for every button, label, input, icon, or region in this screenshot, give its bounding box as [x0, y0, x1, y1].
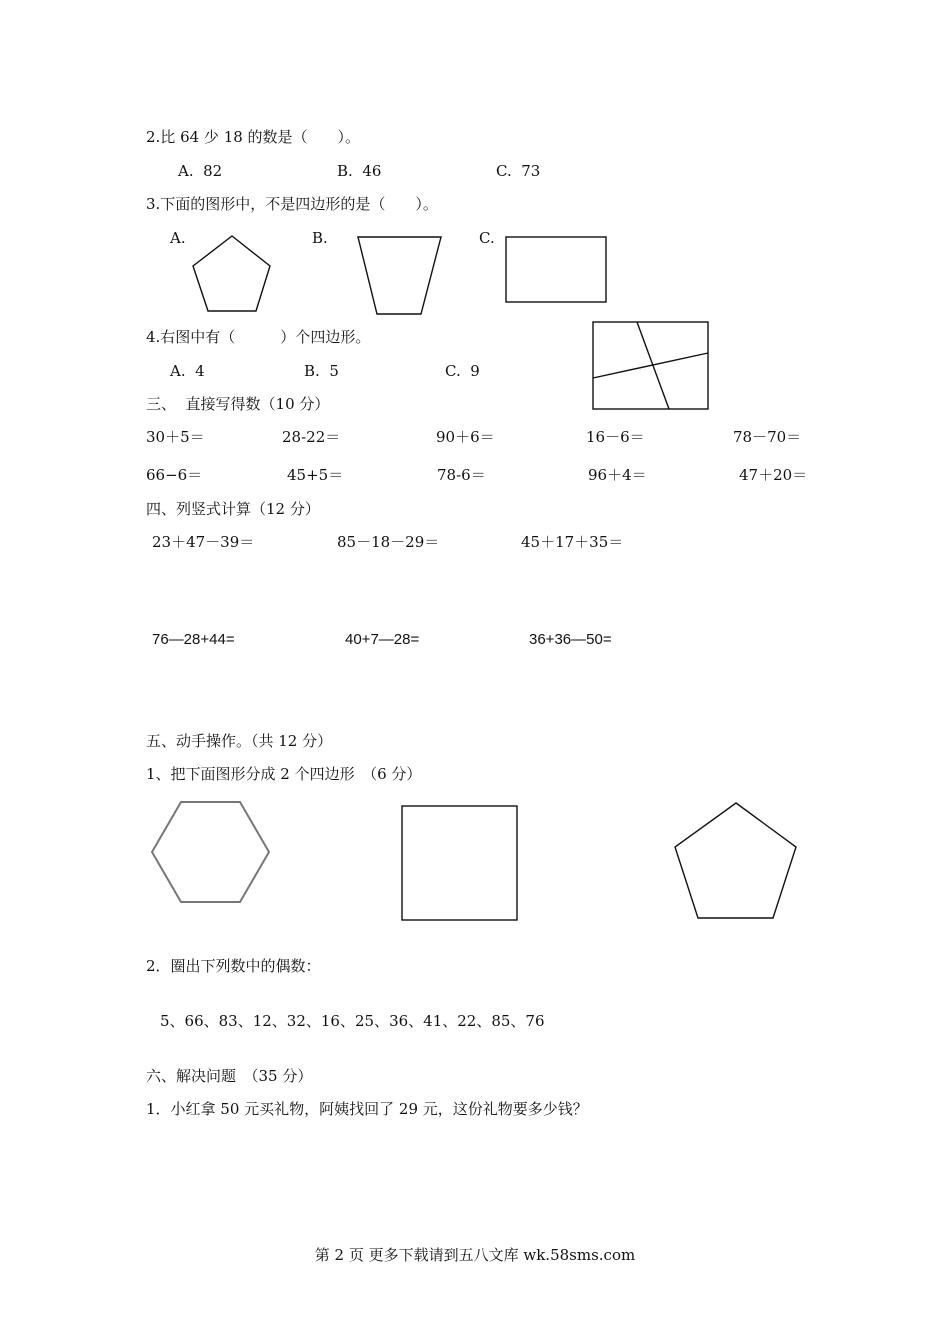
- question-2-option-a: A. 82: [178, 162, 223, 180]
- question-2-option-c: C. 73: [496, 162, 541, 180]
- even-number-list: 5、66、83、12、32、16、25、36、41、22、85、76: [160, 1012, 545, 1030]
- section-3-title: 三、 直接写得数（10 分）: [146, 395, 330, 413]
- section-6-title: 六、解决问题 （35 分）: [146, 1067, 313, 1085]
- question-4-option-a: A. 4: [170, 362, 205, 380]
- section-6-question-1: 1．小红拿 50 元买礼物，阿姨找回了 29 元，这份礼物要多少钱？: [146, 1100, 588, 1118]
- calc-item: 96＋4＝: [588, 466, 647, 484]
- vertical-calc-item: 85－18－29＝: [337, 533, 440, 551]
- section-5-question-2: 2．圈出下列数中的偶数：: [146, 957, 321, 975]
- calc-item: 66−6＝: [146, 466, 203, 484]
- question-4-stem: 4.右图中有（ ）个四边形。: [146, 328, 371, 346]
- question-3-label-a: A.: [170, 229, 186, 247]
- calc-item: 28-22＝: [282, 428, 341, 446]
- question-2-stem: 2.比 64 少 18 的数是（ ）。: [146, 128, 361, 146]
- calc-item: 45+5＝: [287, 466, 344, 484]
- square-shape: [402, 806, 517, 920]
- question-3-label-c: C.: [479, 229, 495, 247]
- calc-item: 78-6＝: [437, 466, 486, 484]
- question-3-stem: 3.下面的图形中，不是四边形的是（ ）。: [146, 195, 438, 213]
- question-3-label-b: B.: [312, 229, 328, 247]
- question-4-option-c: C. 9: [445, 362, 480, 380]
- calc-item: 47＋20＝: [739, 466, 808, 484]
- pentagon-shape: [675, 803, 796, 918]
- section-4-title: 四、列竖式计算（12 分）: [146, 500, 320, 518]
- section-5-question-1: 1、把下面图形分成 2 个四边形 （6 分）: [146, 765, 422, 783]
- hexagon-shape: [152, 802, 269, 902]
- page-footer: 第 2 页 更多下载请到五八文库 wk.58sms.com: [314, 1246, 636, 1264]
- question-4-option-b: B. 5: [304, 362, 339, 380]
- question-2-option-b: B. 46: [337, 162, 382, 180]
- calc-item: 90＋6＝: [436, 428, 495, 446]
- vertical-calc-item: 45＋17＋35＝: [521, 533, 624, 551]
- vertical-calc-item: 23＋47－39＝: [152, 533, 255, 551]
- vertical-calc-item: 36+36—50=: [529, 631, 612, 648]
- calc-item: 16－6＝: [586, 428, 645, 446]
- calc-item: 78－70＝: [733, 428, 802, 446]
- section-5-title: 五、动手操作。（共 12 分）: [146, 732, 333, 750]
- calc-item: 30＋5＝: [146, 428, 205, 446]
- vertical-calc-item: 40+7—28=: [345, 631, 420, 648]
- vertical-calc-item: 76—28+44=: [152, 631, 235, 648]
